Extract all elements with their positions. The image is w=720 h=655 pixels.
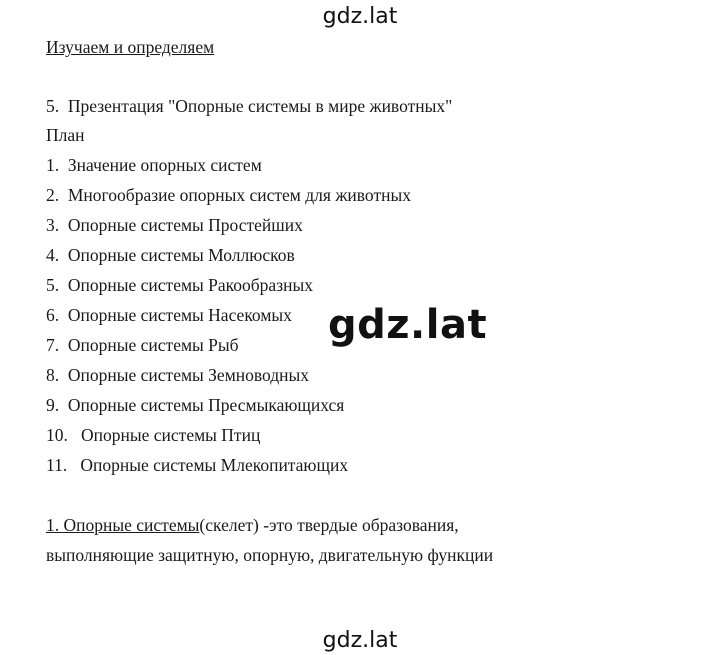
plan-item-text: Многообразие опорных систем для животных	[67, 185, 411, 205]
plan-item-number: 11.	[46, 455, 68, 475]
definition-term: 1. Опорные системы	[46, 515, 200, 535]
plan-item-number: 2.	[46, 185, 60, 205]
plan-item	[46, 304, 292, 326]
plan-item-text: Опорные системы Ракообразных	[67, 275, 313, 295]
watermark-top: gdz.lat	[322, 4, 398, 29]
plan-item-text: Опорные системы Моллюсков	[67, 245, 295, 265]
plan-item	[46, 154, 262, 176]
task-line	[46, 95, 452, 117]
watermark-center: gdz.lat	[328, 302, 488, 348]
plan-item-number: 6.	[46, 305, 60, 325]
plan-item	[46, 394, 344, 416]
plan-item-text: Опорные системы Млекопитающих	[80, 455, 349, 475]
plan-item-text: Значение опорных систем	[67, 155, 262, 175]
plan-item-text: Опорные системы Птиц	[81, 425, 261, 445]
plan-item-text: Опорные системы Простейших	[67, 215, 303, 235]
plan-item	[46, 424, 260, 446]
plan-item-number: 10.	[46, 425, 68, 445]
plan-item-number: 1.	[46, 155, 60, 175]
definition-line-1	[46, 514, 459, 536]
plan-item	[46, 184, 411, 206]
section-heading: Изучаем и определяем	[46, 37, 215, 57]
definition-line-2: выполняющие защитную, опорную, двигательную функции	[46, 545, 494, 565]
plan-item-text: Опорные системы Пресмыкающихся	[67, 395, 345, 415]
task-number: 5.	[46, 96, 60, 116]
plan-item-number: 7.	[46, 335, 60, 355]
definition-text: (скелет) -это твердые образования,	[199, 515, 459, 535]
plan-item	[46, 214, 303, 236]
plan-label: План	[46, 125, 85, 145]
watermark-bottom: gdz.lat	[322, 628, 398, 653]
plan-item-number: 8.	[46, 365, 60, 385]
plan-item-text: Опорные системы Насекомых	[67, 305, 292, 325]
plan-item-number: 3.	[46, 215, 60, 235]
plan-item	[46, 244, 295, 266]
plan-item	[46, 454, 348, 476]
plan-item	[46, 364, 309, 386]
plan-item-number: 9.	[46, 395, 60, 415]
plan-item-text: Опорные системы Рыб	[67, 335, 239, 355]
plan-item-number: 4.	[46, 245, 60, 265]
plan-item	[46, 274, 313, 296]
plan-item-number: 5.	[46, 275, 60, 295]
plan-item-text: Опорные системы Земноводных	[67, 365, 310, 385]
task-title: Презентация "Опорные системы в мире животных"	[67, 96, 453, 116]
plan-item	[46, 334, 239, 356]
